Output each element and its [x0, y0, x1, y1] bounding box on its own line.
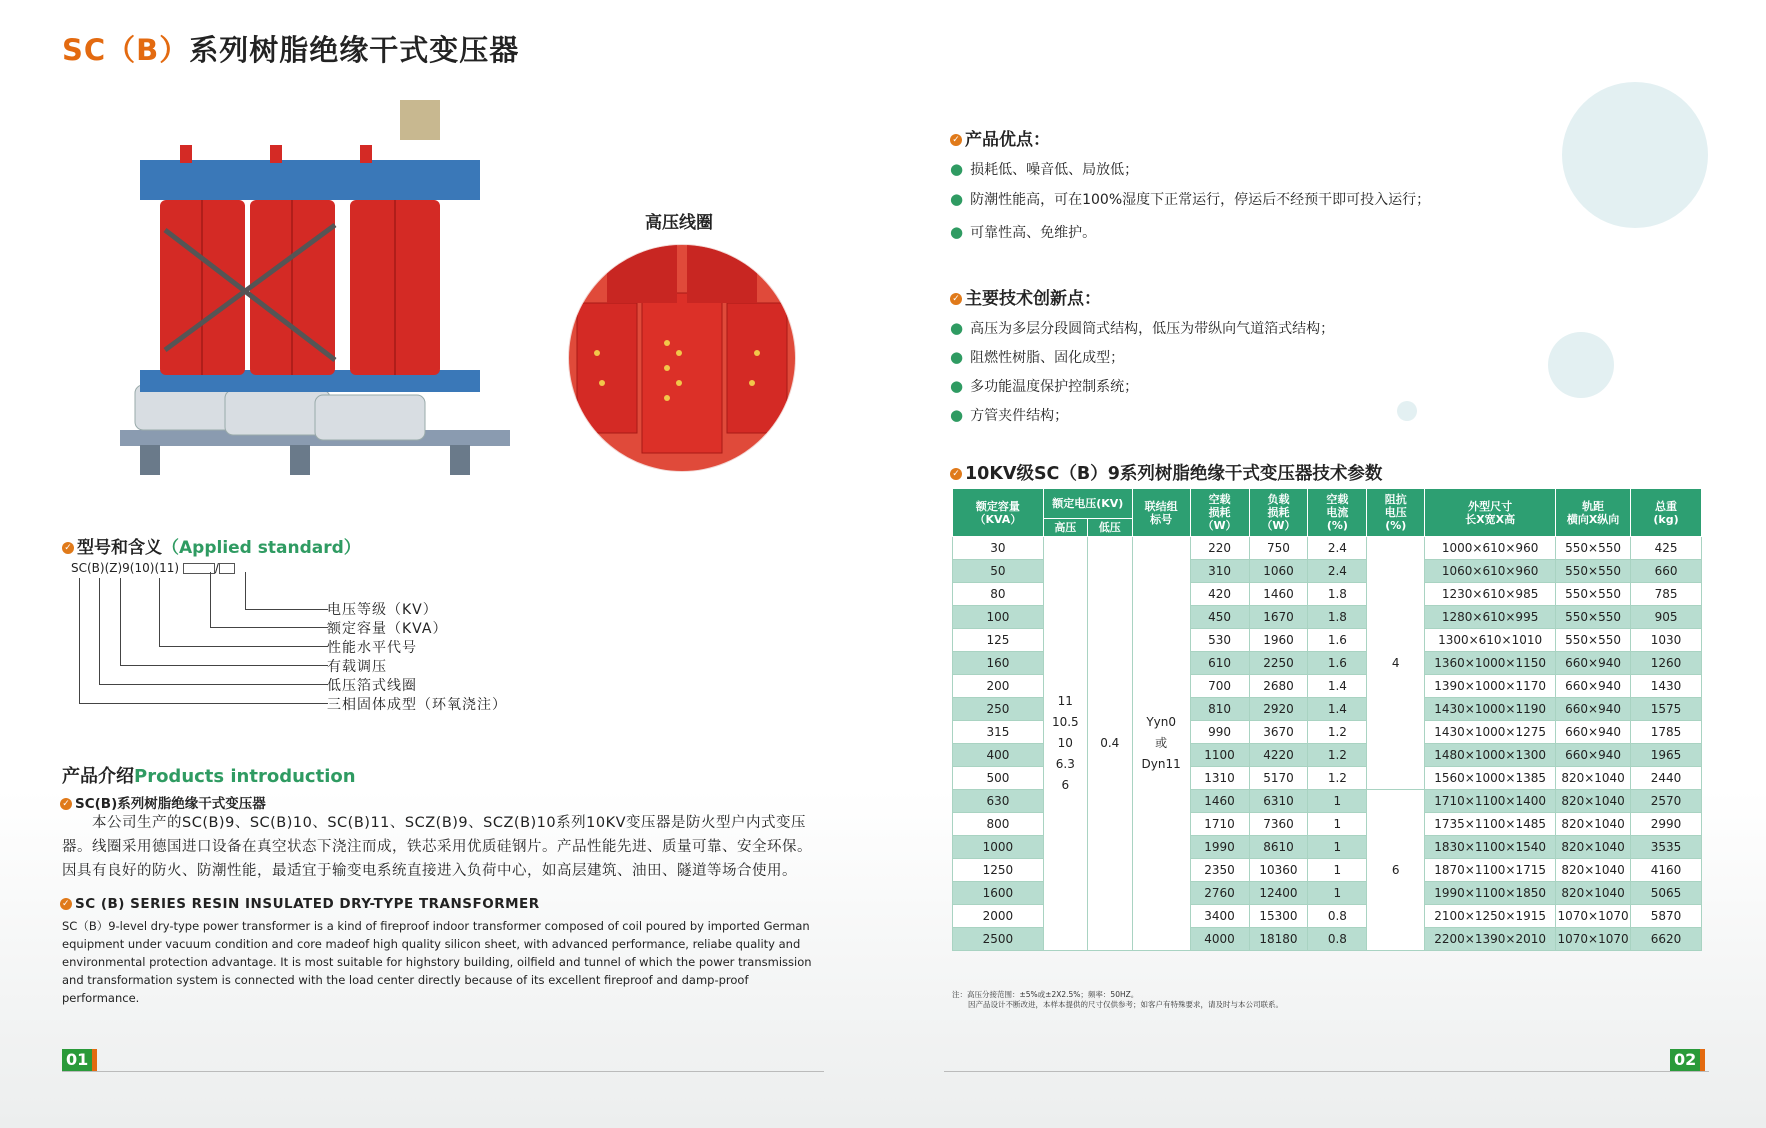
innovation-item-text: 阻燃性树脂、固化成型； — [970, 350, 1125, 366]
model-heading-text: 型号和含义 — [77, 538, 162, 558]
table-cell: 2990 — [1631, 813, 1702, 836]
check-icon: ✓ — [60, 798, 72, 810]
table-cell: 3670 — [1249, 721, 1308, 744]
th-group: 联结组 标号 — [1132, 489, 1190, 537]
page-title — [62, 28, 519, 69]
table-cell: 2000 — [953, 905, 1044, 928]
table-cell: 1260 — [1631, 652, 1702, 675]
table-cell: 1 — [1308, 813, 1367, 836]
table-cell: 1000 — [953, 836, 1044, 859]
advantage-item: ● 可靠性高、免维护。 — [950, 223, 1097, 241]
table-heading — [950, 460, 1382, 485]
th-impedance: 阻抗 电压 (%) — [1367, 489, 1425, 537]
th-dims: 外型尺寸 长X宽X高 — [1425, 489, 1556, 537]
table-cell: 660×940 — [1556, 652, 1631, 675]
decor-circle-small — [1397, 401, 1417, 421]
table-cell: 125 — [953, 629, 1044, 652]
th-noload-loss: 空载 损耗 （W） — [1190, 489, 1249, 537]
table-cell: 2350 — [1190, 859, 1249, 882]
table-cell: 220 — [1190, 537, 1249, 560]
coil-label: 高压线圈 — [645, 213, 713, 233]
table-cell: 0.8 — [1308, 905, 1367, 928]
table-cell: 160 — [953, 652, 1044, 675]
model-item: 三相固体成型（环氧浇注） — [327, 697, 507, 713]
th-capacity: 额定容量 （KVA） — [953, 489, 1044, 537]
table-cell: 2760 — [1190, 882, 1249, 905]
table-cell: 2250 — [1249, 652, 1308, 675]
page-number-left-text: 01 — [66, 1050, 89, 1069]
check-icon: ✓ — [61, 899, 71, 909]
table-cell: 1430×1000×1190 — [1425, 698, 1556, 721]
table-cell: 6 — [1367, 790, 1425, 951]
table-cell: 1000×610×960 — [1425, 537, 1556, 560]
table-cell: 2.4 — [1308, 560, 1367, 583]
th-rated-voltage: 额定电压(KV) — [1043, 489, 1132, 519]
table-cell: 1310 — [1190, 767, 1249, 790]
page-number-left — [62, 1049, 92, 1071]
table-cell: 1 — [1308, 836, 1367, 859]
innovation-item: ● 多功能温度保护控制系统； — [950, 377, 1139, 395]
table-cell: 4160 — [1631, 859, 1702, 882]
model-item: 低压箔式线圈 — [327, 678, 417, 694]
table-cell: 1 — [1308, 882, 1367, 905]
th-lv: 低压 — [1087, 519, 1132, 537]
table-cell: 200 — [953, 675, 1044, 698]
table-cell: 1.2 — [1308, 744, 1367, 767]
innovations-heading — [950, 284, 1101, 309]
table-cell: 1 — [1308, 859, 1367, 882]
advantages-heading — [950, 125, 1050, 150]
table-cell: 1990×1100×1850 — [1425, 882, 1556, 905]
table-cell: 1.2 — [1308, 767, 1367, 790]
th-gauge: 轨距 横向X纵向 — [1556, 489, 1631, 537]
innovation-item-text: 方管夹件结构； — [970, 408, 1069, 424]
table-cell: 1360×1000×1150 — [1425, 652, 1556, 675]
table-cell: 550×550 — [1556, 560, 1631, 583]
table-cell: 1060 — [1249, 560, 1308, 583]
model-heading-en: （Applied standard） — [162, 538, 361, 558]
table-cell: 2570 — [1631, 790, 1702, 813]
table-cell: 1560×1000×1385 — [1425, 767, 1556, 790]
table-cell: 2680 — [1249, 675, 1308, 698]
table-cell: 12400 — [1249, 882, 1308, 905]
th-noload-current: 空载 电流 (%) — [1308, 489, 1367, 537]
table-cell: 310 — [1190, 560, 1249, 583]
decor-circle-large — [1562, 82, 1708, 228]
th-load-loss: 负载 损耗 （W） — [1249, 489, 1308, 537]
table-cell: 250 — [953, 698, 1044, 721]
th-hv: 高压 — [1043, 519, 1087, 537]
model-item: 性能水平代号 — [327, 640, 417, 656]
table-cell: 10360 — [1249, 859, 1308, 882]
table-cell: 820×1040 — [1556, 836, 1631, 859]
table-cell: 15300 — [1249, 905, 1308, 928]
model-item: 额定容量（KVA） — [327, 621, 448, 637]
th-weight: 总重 (kg) — [1631, 489, 1702, 537]
table-cell: 1.6 — [1308, 629, 1367, 652]
table-cell: 1710×1100×1400 — [1425, 790, 1556, 813]
footer-line-right — [944, 1071, 1709, 1072]
table-cell: 5065 — [1631, 882, 1702, 905]
table-cell: 660×940 — [1556, 675, 1631, 698]
intro-heading-cn: 产品介绍 — [62, 766, 134, 787]
table-cell: 4220 — [1249, 744, 1308, 767]
table-cell: 1100 — [1190, 744, 1249, 767]
table-cell: 660×940 — [1556, 721, 1631, 744]
table-cell: 4 — [1367, 537, 1425, 790]
table-cell: 550×550 — [1556, 606, 1631, 629]
advantage-item: ● 防潮性能高，可在100%湿度下正常运行，停运后不经预干即可投入运行； — [950, 190, 1431, 208]
table-cell: 50 — [953, 560, 1044, 583]
advantage-item-text: 可靠性高、免维护。 — [970, 225, 1097, 241]
table-cell: 1.8 — [1308, 606, 1367, 629]
table-cell: 1830×1100×1540 — [1425, 836, 1556, 859]
table-cell: 630 — [953, 790, 1044, 813]
table-cell: 420 — [1190, 583, 1249, 606]
table-cell: 1430 — [1631, 675, 1702, 698]
table-cell: 1600 — [953, 882, 1044, 905]
page-number-right-text: 02 — [1674, 1050, 1697, 1069]
table-cell: 550×550 — [1556, 537, 1631, 560]
table-cell: 11 10.5 10 6.3 6 — [1043, 537, 1087, 951]
model-heading — [62, 533, 361, 558]
table-cell: 80 — [953, 583, 1044, 606]
table-cell: 1870×1100×1715 — [1425, 859, 1556, 882]
table-cell: 100 — [953, 606, 1044, 629]
table-cell: 0.4 — [1087, 537, 1132, 951]
advantages-heading-text: 产品优点： — [965, 130, 1050, 150]
table-cell: 5870 — [1631, 905, 1702, 928]
check-icon: ✓ — [950, 293, 962, 305]
table-cell: 1735×1100×1485 — [1425, 813, 1556, 836]
table-cell: 425 — [1631, 537, 1702, 560]
table-cell: 2500 — [953, 928, 1044, 951]
model-code-text: SC(B)(Z)9(10)(11) — [71, 561, 180, 575]
intro-paragraph-cn: 本公司生产的SC(B)9、SC(B)10、SC(B)11、SCZ(B)9、SCZ(B)10系列10KV变压器是防火型户内式变压器。线圈采用德国进口设备在真空状态下浇注而成，铁芯采用优质硅钢片。产品性能先进、质量可靠、安全环保。因具有良好的防火、防潮性能，最适宜于输变电系统直接进入负荷中心，如高层建筑、油田、隧道等场合使用。 — [62, 815, 812, 879]
table-cell: 1070×1070 — [1556, 928, 1631, 951]
model-code: SC(B)(Z)9(10)(11) / — [71, 561, 235, 575]
table-cell: 800 — [953, 813, 1044, 836]
table-cell: 820×1040 — [1556, 790, 1631, 813]
table-cell: 1060×610×960 — [1425, 560, 1556, 583]
check-icon: ✓ — [950, 134, 962, 146]
table-cell: 2.4 — [1308, 537, 1367, 560]
table-cell: 810 — [1190, 698, 1249, 721]
table-cell: 400 — [953, 744, 1044, 767]
table-cell: 315 — [953, 721, 1044, 744]
table-cell: 1710 — [1190, 813, 1249, 836]
table-note-1: 注：高压分接范围：±5%或±2X2.5%；频率：50HZ。 — [952, 990, 1139, 999]
table-cell: 785 — [1631, 583, 1702, 606]
model-bracket-1 — [245, 572, 328, 610]
table-cell: 1390×1000×1170 — [1425, 675, 1556, 698]
intro-sub-cn — [60, 792, 266, 812]
table-cell: 1965 — [1631, 744, 1702, 767]
table-cell: 1070×1070 — [1556, 905, 1631, 928]
table-cell: 1300×610×1010 — [1425, 629, 1556, 652]
table-note — [952, 990, 1283, 1010]
table-cell: 820×1040 — [1556, 882, 1631, 905]
table-cell: 1.4 — [1308, 675, 1367, 698]
innovation-item: ● 高压为多层分段圆筒式结构，低压为带纵向气道箔式结构； — [950, 319, 1335, 337]
table-cell: 1785 — [1631, 721, 1702, 744]
intro-sub-en-text: SC (B) SERIES RESIN INSULATED DRY-TYPE TRANSFORMER — [75, 896, 540, 912]
model-item: 电压等级（KV） — [327, 602, 438, 618]
table-cell: 990 — [1190, 721, 1249, 744]
table-cell: 905 — [1631, 606, 1702, 629]
table-cell: 1.6 — [1308, 652, 1367, 675]
table-cell: 6310 — [1249, 790, 1308, 813]
table-cell: 820×1040 — [1556, 813, 1631, 836]
table-cell: 1460 — [1249, 583, 1308, 606]
table-cell: 1250 — [953, 859, 1044, 882]
table-cell: 660×940 — [1556, 698, 1631, 721]
table-note-2: 因产品设计不断改进，本样本提供的尺寸仅供参考；如客户有特殊要求，请及时与本公司联系。 — [968, 1000, 1283, 1009]
page-number-right — [1670, 1049, 1700, 1071]
table-cell: 660×940 — [1556, 744, 1631, 767]
decor-circle-medium — [1548, 332, 1614, 398]
table-cell: 1430×1000×1275 — [1425, 721, 1556, 744]
innovation-item: ● 方管夹件结构； — [950, 406, 1069, 424]
intro-sub-en — [60, 896, 540, 912]
innovation-item-text: 高压为多层分段圆筒式结构，低压为带纵向气道箔式结构； — [970, 321, 1335, 337]
table-cell: 660 — [1631, 560, 1702, 583]
coil-image — [567, 243, 797, 473]
table-cell: 820×1040 — [1556, 767, 1631, 790]
intro-sub-cn-text: SC(B)系列树脂绝缘干式变压器 — [75, 796, 266, 812]
table-cell: Yyn0 或 Dyn11 — [1132, 537, 1190, 951]
table-row — [953, 537, 1702, 560]
table-cell: 5170 — [1249, 767, 1308, 790]
table-cell: 1030 — [1631, 629, 1702, 652]
table-cell: 550×550 — [1556, 583, 1631, 606]
table-cell: 0.8 — [1308, 928, 1367, 951]
check-icon: ✓ — [950, 468, 962, 480]
table-cell: 6620 — [1631, 928, 1702, 951]
table-cell: 820×1040 — [1556, 859, 1631, 882]
table-cell: 3535 — [1631, 836, 1702, 859]
table-cell: 1670 — [1249, 606, 1308, 629]
table-cell: 2200×1390×2010 — [1425, 928, 1556, 951]
innovation-item-text: 多功能温度保护控制系统； — [970, 379, 1139, 395]
advantage-item-text: 防潮性能高，可在100%湿度下正常运行，停运后不经预干即可投入运行； — [970, 192, 1431, 208]
table-cell: 1460 — [1190, 790, 1249, 813]
table-cell: 1.4 — [1308, 698, 1367, 721]
table-cell: 1 — [1308, 790, 1367, 813]
table-cell: 500 — [953, 767, 1044, 790]
table-heading-text: 10KV级SC（B）9系列树脂绝缘干式变压器技术参数 — [965, 464, 1383, 484]
innovations-heading-text: 主要技术创新点： — [965, 289, 1101, 309]
advantage-item-text: 损耗低、噪音低、局放低； — [970, 162, 1139, 178]
table-cell: 1480×1000×1300 — [1425, 744, 1556, 767]
model-item: 有载调压 — [327, 659, 387, 675]
table-cell: 7360 — [1249, 813, 1308, 836]
table-cell: 1.8 — [1308, 583, 1367, 606]
innovation-item: ● 阻燃性树脂、固化成型； — [950, 348, 1125, 366]
advantage-item: ● 损耗低、噪音低、局放低； — [950, 160, 1139, 178]
table-cell: 530 — [1190, 629, 1249, 652]
title-prefix: SC（B） — [62, 33, 190, 67]
table-cell: 2920 — [1249, 698, 1308, 721]
intro-heading-en: Products introduction — [134, 766, 356, 787]
table-cell: 1960 — [1249, 629, 1308, 652]
table-cell: 1280×610×995 — [1425, 606, 1556, 629]
table-cell: 3400 — [1190, 905, 1249, 928]
table-cell: 450 — [1190, 606, 1249, 629]
table-cell: 550×550 — [1556, 629, 1631, 652]
table-cell: 18180 — [1249, 928, 1308, 951]
table-cell: 610 — [1190, 652, 1249, 675]
table-cell: 1990 — [1190, 836, 1249, 859]
table-cell: 8610 — [1249, 836, 1308, 859]
table-cell: 750 — [1249, 537, 1308, 560]
table-cell: 30 — [953, 537, 1044, 560]
table-cell: 700 — [1190, 675, 1249, 698]
check-icon: ✓ — [62, 542, 74, 554]
footer-line-left — [62, 1071, 824, 1072]
table-cell: 1.2 — [1308, 721, 1367, 744]
table-cell: 2440 — [1631, 767, 1702, 790]
table-cell: 1230×610×985 — [1425, 583, 1556, 606]
title-main: 系列树脂绝缘干式变压器 — [189, 33, 520, 67]
intro-paragraph-en: SC（B）9-level dry-type power transformer is a kind of fireproof indoor transformer composed of coil poured by imported German equipment under vacuum condition and core madeof high quality silicon sheet, with advanced performance, reliabe quality and environmental protection advantage. It is most suitable for highstory building, oilfield and tunnel of which the power transmission and transformation system is connected with the load center directly because of its excellent fireproof and damp-proof performance. — [62, 919, 812, 1005]
table-cell: 1575 — [1631, 698, 1702, 721]
transformer-image — [100, 100, 525, 485]
intro-heading — [62, 762, 356, 788]
spec-table — [952, 488, 1702, 951]
table-cell: 4000 — [1190, 928, 1249, 951]
table-cell: 2100×1250×1915 — [1425, 905, 1556, 928]
